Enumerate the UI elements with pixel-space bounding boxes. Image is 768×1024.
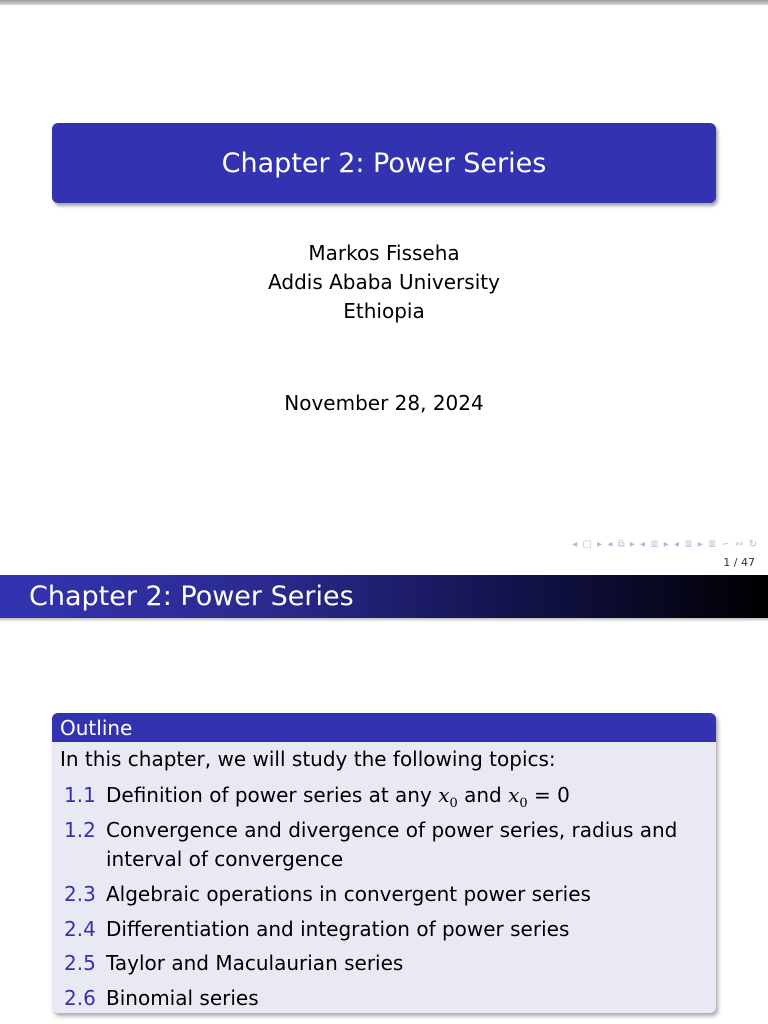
item-text: Definition of power series at any $x_0$ and $x_0 = 0$: [106, 783, 570, 811]
item-number: 2.3: [64, 882, 96, 906]
author-institution: Addis Ababa University: [268, 270, 500, 294]
item-text: Binomial series: [106, 986, 259, 1010]
frame-title-shadow: [0, 618, 768, 622]
beamer-navigation-icons[interactable]: ◂ ▢ ▸ ◂ ⧉ ▸ ◂ ≣ ▸ ◂ ≣ ▸ ≣ ∽ ∾ ↻: [572, 539, 758, 550]
presentation-date: November 28, 2024: [284, 391, 484, 415]
author-block: [0, 239, 768, 326]
title-slide: [0, 5, 768, 575]
item-number: 2.4: [64, 917, 96, 941]
author-country: Ethiopia: [343, 299, 425, 323]
item-text: Differentiation and integration of power series: [106, 917, 570, 941]
page-number: 1 / 47: [723, 556, 755, 569]
list-item: [64, 984, 704, 1013]
list-item: [64, 949, 704, 978]
title-box: [52, 123, 716, 203]
item-text: Algebraic operations in convergent power series: [106, 882, 591, 906]
item-number: 2.6: [64, 986, 96, 1010]
author-name: Markos Fisseha: [308, 241, 460, 265]
outline-block: [52, 713, 716, 1013]
outline-intro: In this chapter, we will study the following topics:: [60, 747, 556, 771]
outline-title: Outline: [60, 715, 133, 740]
item-number: 1.2: [64, 818, 96, 842]
list-item: [64, 816, 704, 874]
item-number: 2.5: [64, 951, 96, 975]
frame-title-bar: [0, 575, 768, 618]
slide-title: Chapter 2: Power Series: [221, 147, 547, 179]
list-item: [64, 781, 704, 818]
outline-block-title: [52, 713, 716, 742]
item-text: Taylor and Maculaurian series: [106, 951, 404, 975]
list-item: [64, 880, 704, 909]
item-text: Convergence and divergence of power series, radius and interval of convergence: [106, 818, 678, 871]
item-number: 1.1: [64, 783, 96, 807]
frame-title: Chapter 2: Power Series: [29, 581, 354, 612]
list-item: [64, 915, 704, 944]
